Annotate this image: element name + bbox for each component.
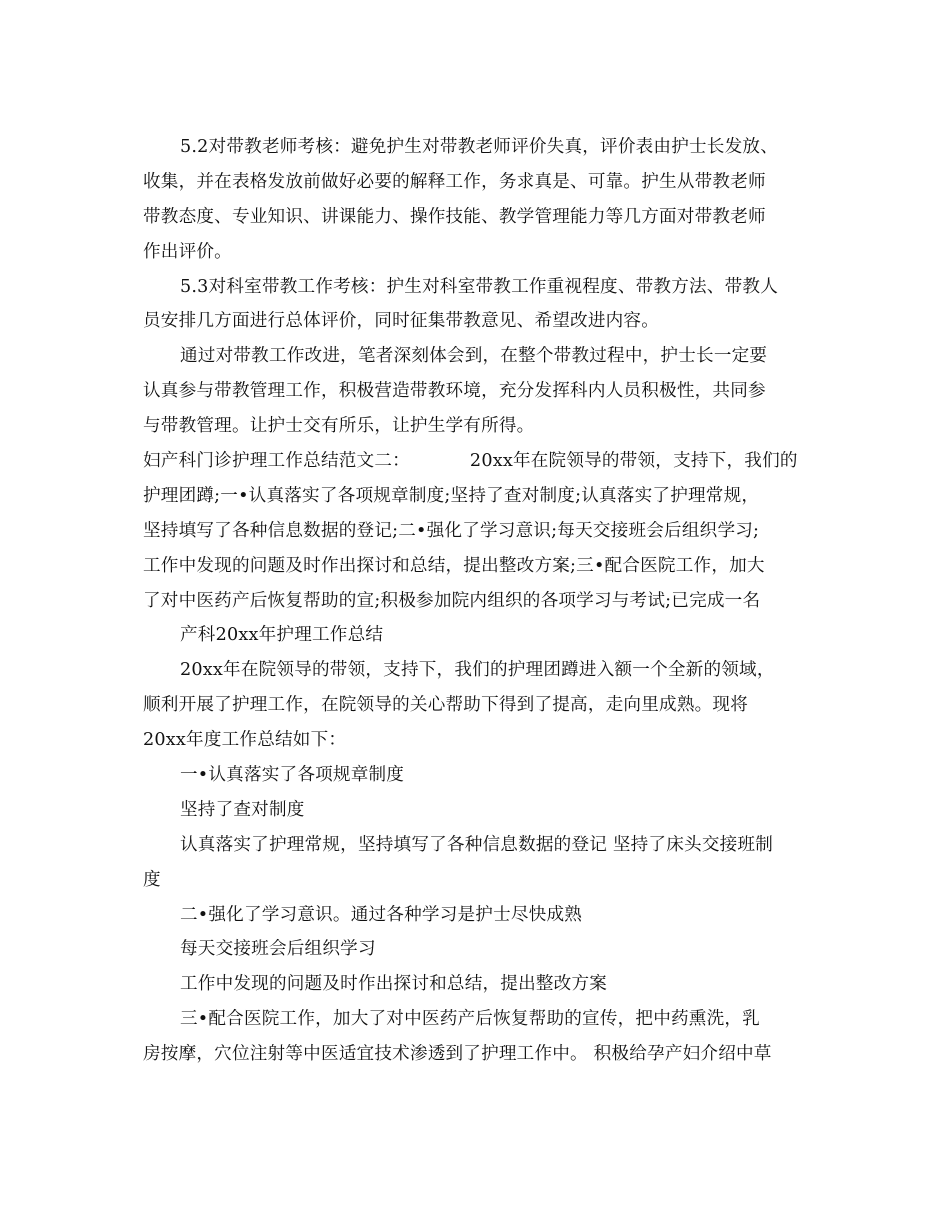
section-heading: 妇产科门诊护理工作总结范文二： <box>143 451 410 472</box>
list-item-line: 二•强化了学习意识。通过各种学习是护士尽快成熟 <box>180 904 583 925</box>
text-line: 5.3对科室带教工作考核：护生对科室带教工作重视程度、带教方法、带教人 <box>180 276 778 297</box>
text-line: 20xx年度工作总结如下： <box>143 730 347 751</box>
text-line: 5.2对带教老师考核：避免护生对带教老师评价失真，评价表由护士长发放、 <box>180 137 778 157</box>
text-line: 收集，并在表格发放前做好必要的解释工作，务求真是、可靠。护生从带教老师 <box>143 171 766 192</box>
section-lead-text: 20xx年在院领导的带领，支持下，我们的 <box>469 451 798 472</box>
list-item-line: 认真落实了护理常规，坚持填写了各种信息数据的登记 坚持了床头交接班制 <box>180 834 773 855</box>
text-line: 了对中医药产后恢复帮助的宣;积极参加院内组织的各项学习与考试;已完成一名 <box>143 590 761 611</box>
text-line: 20xx年在院领导的带领，支持下，我们的护理团蹲进入额一个全新的领域， <box>180 660 775 681</box>
list-item-line: 一•认真落实了各项规章制度 <box>180 765 405 786</box>
text-line: 带教态度、专业知识、讲课能力、操作技能、教学管理能力等几方面对带教老师 <box>143 206 766 227</box>
text-line: 房按摩，穴位注射等中医适宜技术渗透到了护理工作中。 积极给孕产妇介绍中草 <box>143 1044 772 1065</box>
text-line: 认真参与带教管理工作，积极营造带教环境，充分发挥科内人员积极性，共同参 <box>143 381 766 402</box>
text-line: 顺利开展了护理工作，在院领导的关心帮助下得到了提高，走向里成熟。现将 <box>143 695 748 716</box>
text-line: 员安排几方面进行总体评价，同时征集带教意见、希望改进内容。 <box>143 311 660 332</box>
document-body <box>143 130 808 1072</box>
text-line: 与带教管理。让护士交有所乐，让护生学有所得。 <box>143 416 535 437</box>
text-line: 坚持填写了各种信息数据的登记;二•强化了学习意识;每天交接班会后组织学习; <box>143 520 760 541</box>
text-line: 护理团蹲;一•认真落实了各项规章制度;坚持了查对制度;认真落实了护理常规， <box>143 485 760 506</box>
list-item-line: 三•配合医院工作，加大了对中医药产后恢复帮助的宣传，把中药熏洗，乳 <box>180 1009 760 1030</box>
text-line: 作出评价。 <box>143 241 232 262</box>
text-line: 工作中发现的问题及时作出探讨和总结，提出整改方案;三•配合医院工作，加大 <box>143 555 765 576</box>
text-line: 通过对带教工作改进，笔者深刻体会到，在整个带教过程中，护士长一定要 <box>180 346 768 367</box>
list-item-line: 工作中发现的问题及时作出探讨和总结，提出整改方案 <box>180 974 608 995</box>
text-line: 度 <box>143 869 161 890</box>
subtitle-line: 产科20xx年护理工作总结 <box>180 625 384 646</box>
list-item-line: 每天交接班会后组织学习 <box>180 939 376 960</box>
section-heading-line <box>143 444 808 479</box>
list-item-line: 坚持了查对制度 <box>180 799 305 820</box>
